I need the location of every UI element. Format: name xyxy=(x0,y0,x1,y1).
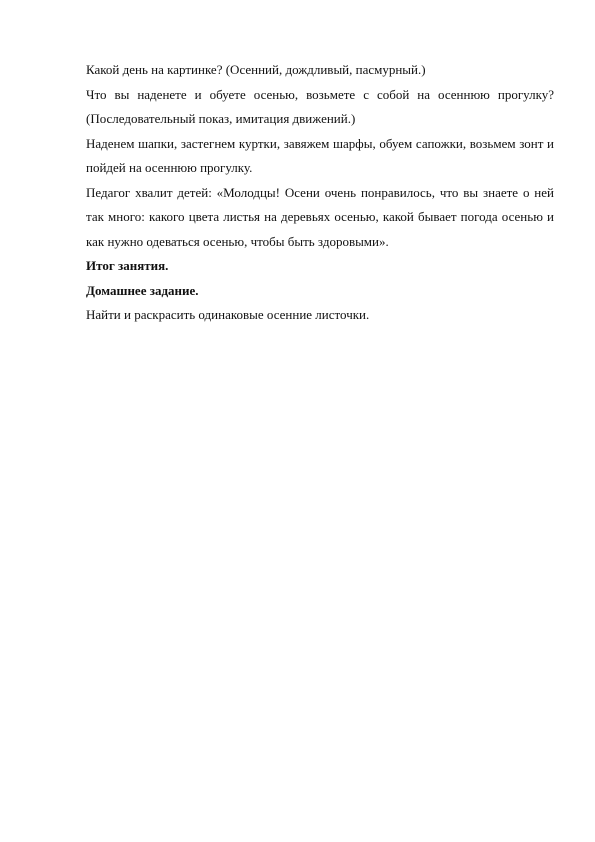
question-paragraph: Какой день на картинке? (Осенний, дождливый, пасмурный.) xyxy=(86,62,426,77)
lesson-summary-heading: Итог занятия. xyxy=(86,258,169,273)
document-body xyxy=(86,58,554,328)
answer-paragraph: Наденем шапки, застегнем куртки, завяжем шарфы, обуем сапожки, возьмем зонт и пойдей на осеннюю прогулку. xyxy=(86,135,554,175)
homework-paragraph: Найти и раскрасить одинаковые осенние листочки. xyxy=(86,307,370,322)
homework-heading: Домашнее задание. xyxy=(86,282,199,298)
teacher-praise-paragraph: Педагог хвалит детей: «Молодцы! Осени очень понравилось, что вы знаете о ней так много: какого цвета листья на деревьях осенью, какой бывает погода осенью и как нужно одеваться осенью, чтобы быть здоровыми». xyxy=(86,184,554,249)
clothing-question-paragraph: Что вы наденете и обуете осенью, возьмете с собой на осеннюю прогулку? (Последовательный показ, имитация движений.) xyxy=(86,86,554,126)
